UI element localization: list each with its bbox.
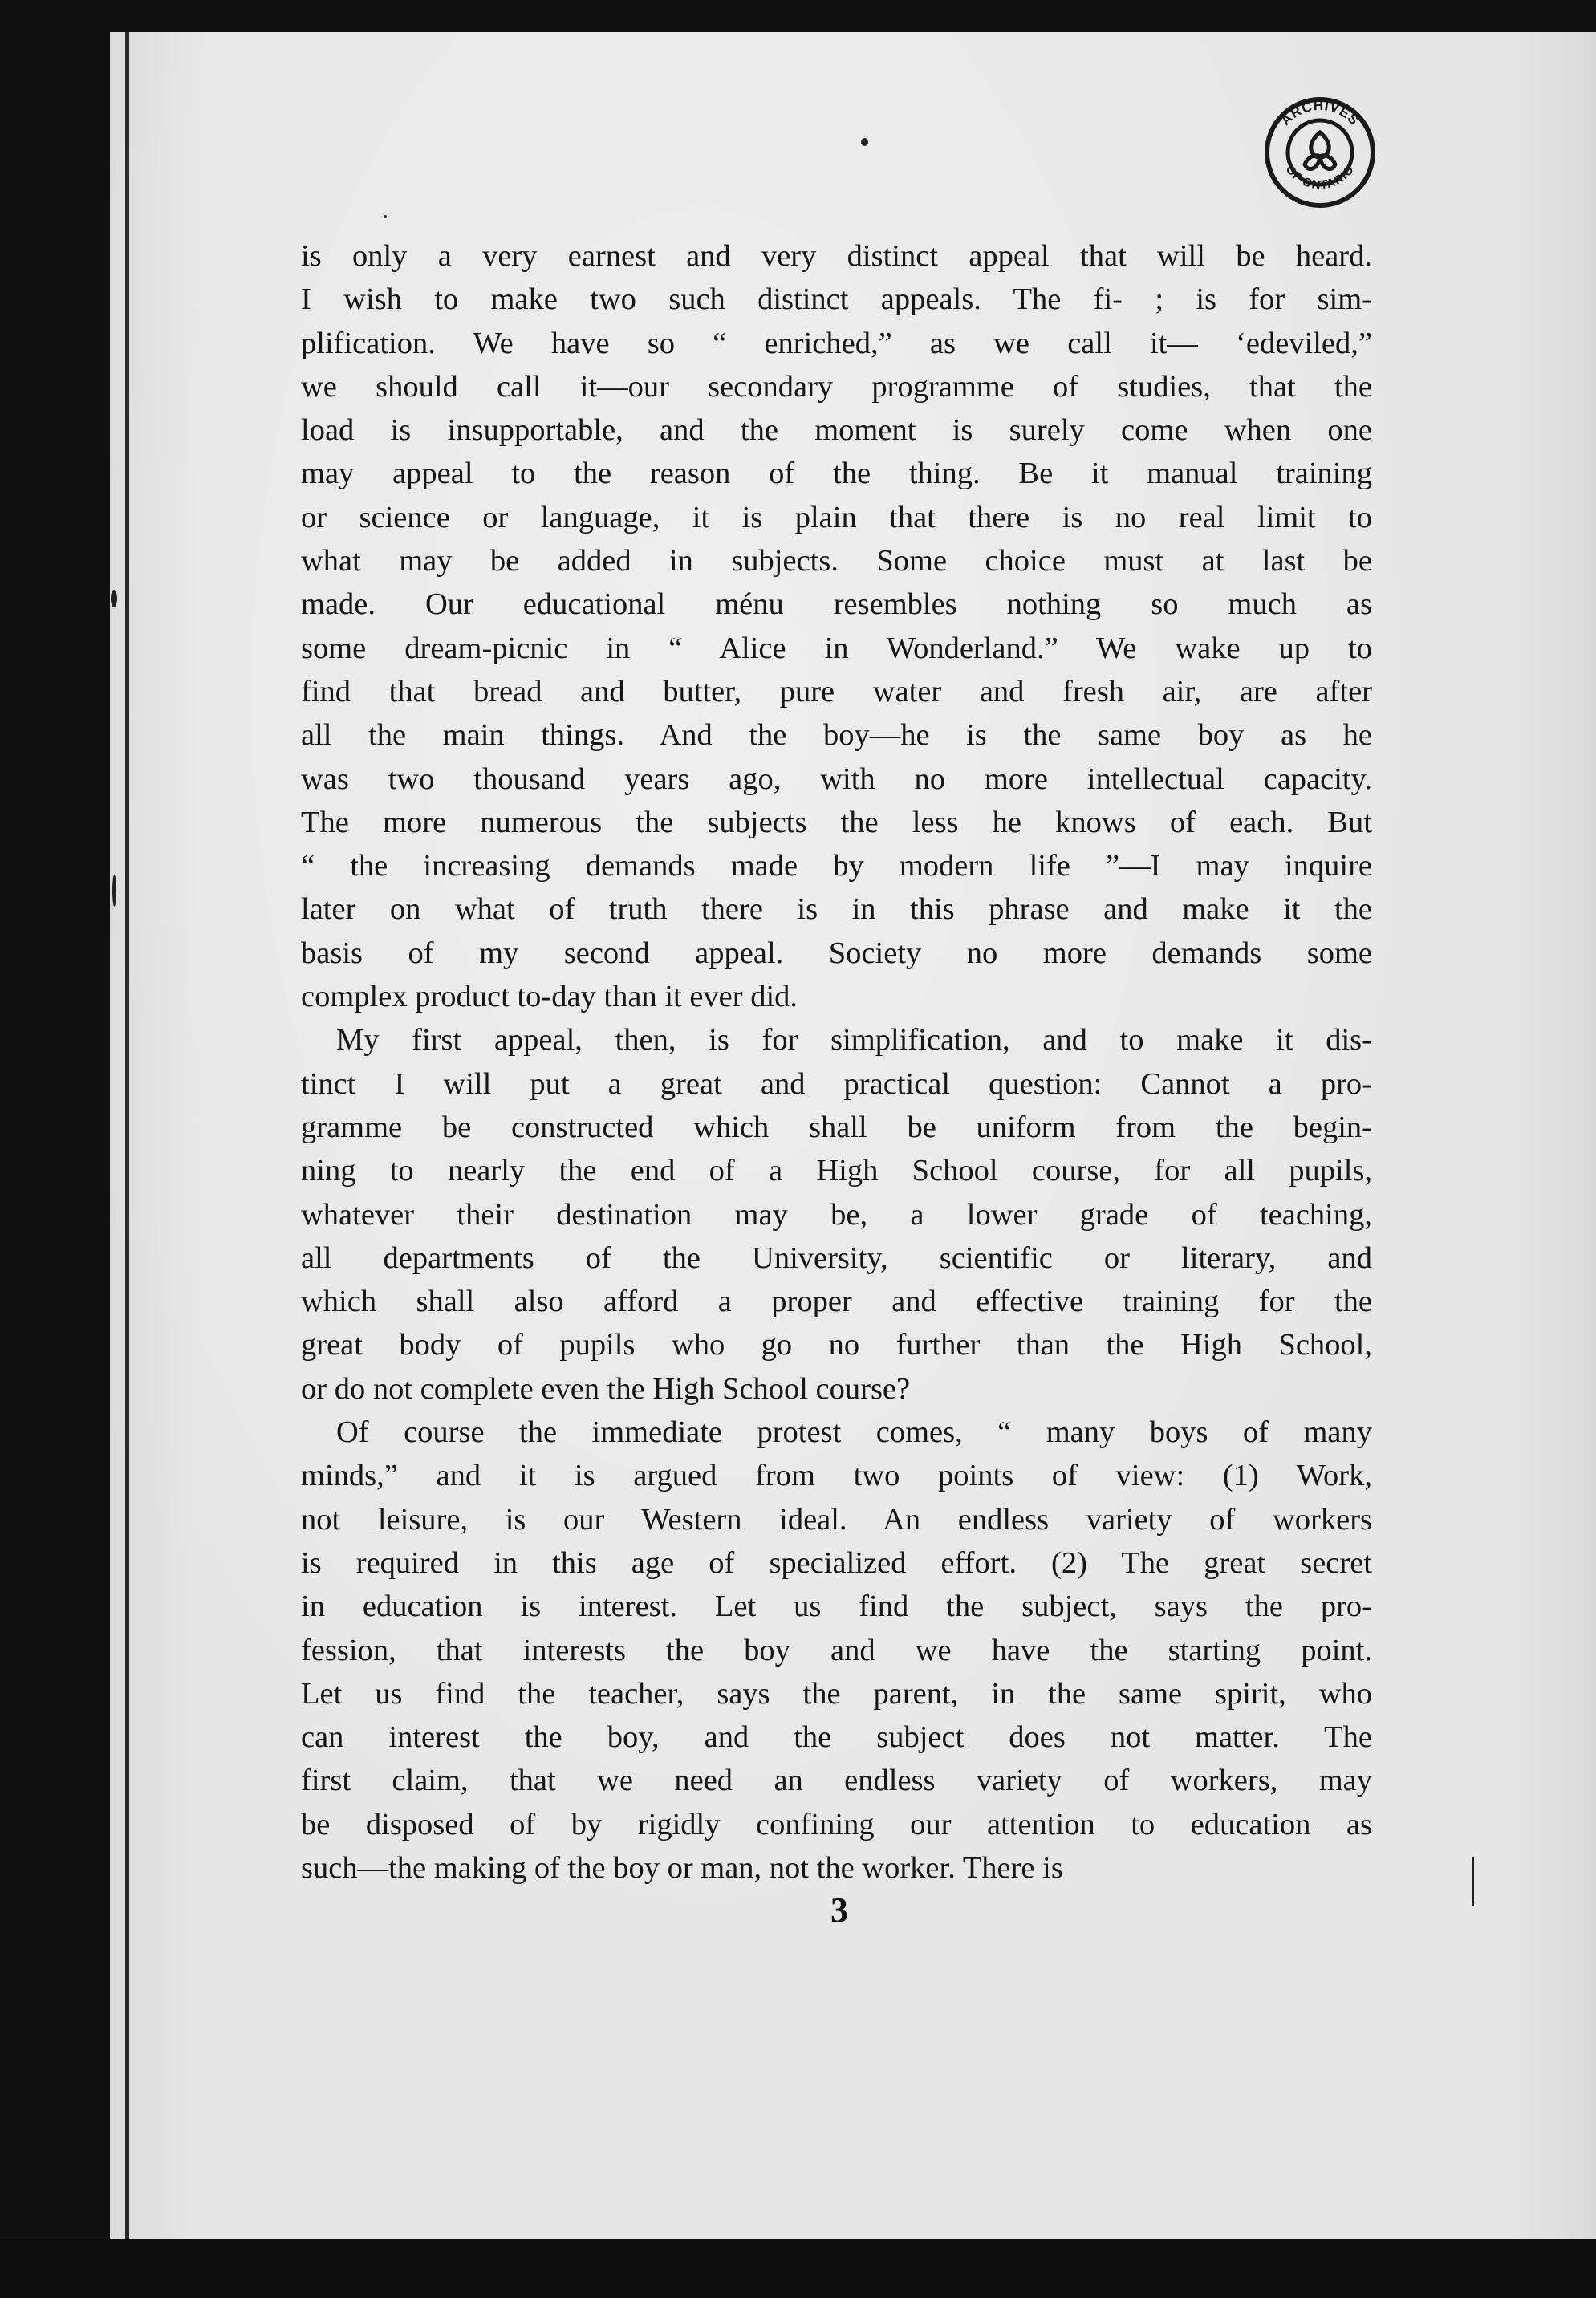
body-text [301,234,1372,1890]
text-line: which shall also afford a proper and effective training for the [301,1285,1372,1319]
stamp-text-top: ARCHIVES [1277,97,1362,128]
ink-speck [384,215,387,218]
text-line: in education is interest. Let us find the subject, says the pro- [301,1590,1372,1624]
text-line: can interest the boy, and the subject does not matter. The [301,1720,1372,1755]
text-line: great body of pupils who go no further than the High School, [301,1328,1372,1362]
text-line: find that bread and butter, pure water and fresh air, are after [301,674,1372,708]
text-line: some dream-picnic in “ Alice in Wonderland.” We wake up to [301,631,1372,665]
text-line: such—the making of the boy or man, not the worker. There is [301,1850,1063,1885]
text-line: later on what of truth there is in this phrase and make it the [301,892,1372,927]
text-line: first claim, that we need an endless variety of workers, may [301,1764,1372,1798]
text-line: or do not complete even the High School course? [301,1371,911,1406]
text-line: what may be added in subjects. Some choice must at last be [301,544,1372,579]
text-line: all the main things. And the boy—he is the same boy as he [301,718,1372,753]
ink-speck [861,138,868,146]
text-line: tinct I will put a great and practical question: Cannot a pro- [301,1066,1372,1101]
scan-border-top [0,0,1596,32]
trillium-seal-icon [1305,132,1335,169]
text-line: load is insupportable, and the moment is surely come when one [301,413,1372,448]
paragraph [301,234,1372,1018]
paragraph [301,1018,1372,1411]
archives-ontario-stamp [1260,92,1380,213]
text-line: ning to nearly the end of a High School course, for all pupils, [301,1154,1372,1188]
svg-text:OF ONTARIO [1283,163,1358,192]
page-gutter-line [125,32,129,2239]
scan-border-left [0,0,110,2298]
text-line: minds,” and it is argued from two points of view: (1) Work, [301,1459,1372,1493]
page-number: 3 [830,1890,848,1930]
text-line: The more numerous the subjects the less he knows of each. But [301,805,1372,839]
text-line: Of course the immediate protest comes, “ many boys of many [336,1415,1372,1450]
text-line: gramme be constructed which shall be uniform from the begin- [301,1110,1372,1144]
text-line: plification. We have so “ enriched,” as we call it— ‘edeviled,” [301,326,1372,360]
text-line: basis of my second appeal. Society no more demands some [301,936,1372,970]
svg-text:ARCHIVES [1277,98,1362,128]
ink-speck [112,875,116,907]
scan-border-bottom [0,2239,1596,2298]
text-line: is only a very earnest and very distinct appeal that will be heard. [301,239,1372,273]
text-line: Let us find the teacher, says the parent, in the same spirit, who [301,1676,1372,1711]
text-line: may appeal to the reason of the thing. Be it manual training [301,457,1372,491]
paragraph [301,1411,1372,1890]
text-line: we should call it—our secondary programme of studies, that the [301,369,1372,404]
stamp-text-bottom: OF ONTARIO [1282,162,1358,193]
text-line: whatever their destination may be, a lower grade of teaching, [301,1197,1372,1232]
text-line: My first appeal, then, is for simplification, and to make it dis- [336,1023,1372,1058]
text-line: or science or language, it is plain that there is no real limit to [301,500,1372,534]
text-line: all departments of the University, scientific or literary, and [301,1240,1372,1275]
text-line: not leisure, is our Western ideal. An endless variety of workers [301,1502,1372,1537]
text-line: was two thousand years ago, with no more intellectual capacity. [301,761,1372,796]
text-line: “ the increasing demands made by modern life ”—I may inquire [301,849,1372,883]
ink-speck [1472,1857,1474,1906]
text-line: complex product to-day than it ever did. [301,980,798,1014]
text-line: made. Our educational ménu resembles nothing so much as [301,587,1372,622]
text-line: is required in this age of specialized effort. (2) The great secret [301,1545,1372,1580]
text-line: be disposed of by rigidly confining our attention to education as [301,1807,1372,1841]
text-line: fession, that interests the boy and we have the starting point. [301,1633,1372,1667]
ink-speck [111,590,117,607]
text-line: I wish to make two such distinct appeals. The fi‑ ; is for sim- [301,282,1372,317]
